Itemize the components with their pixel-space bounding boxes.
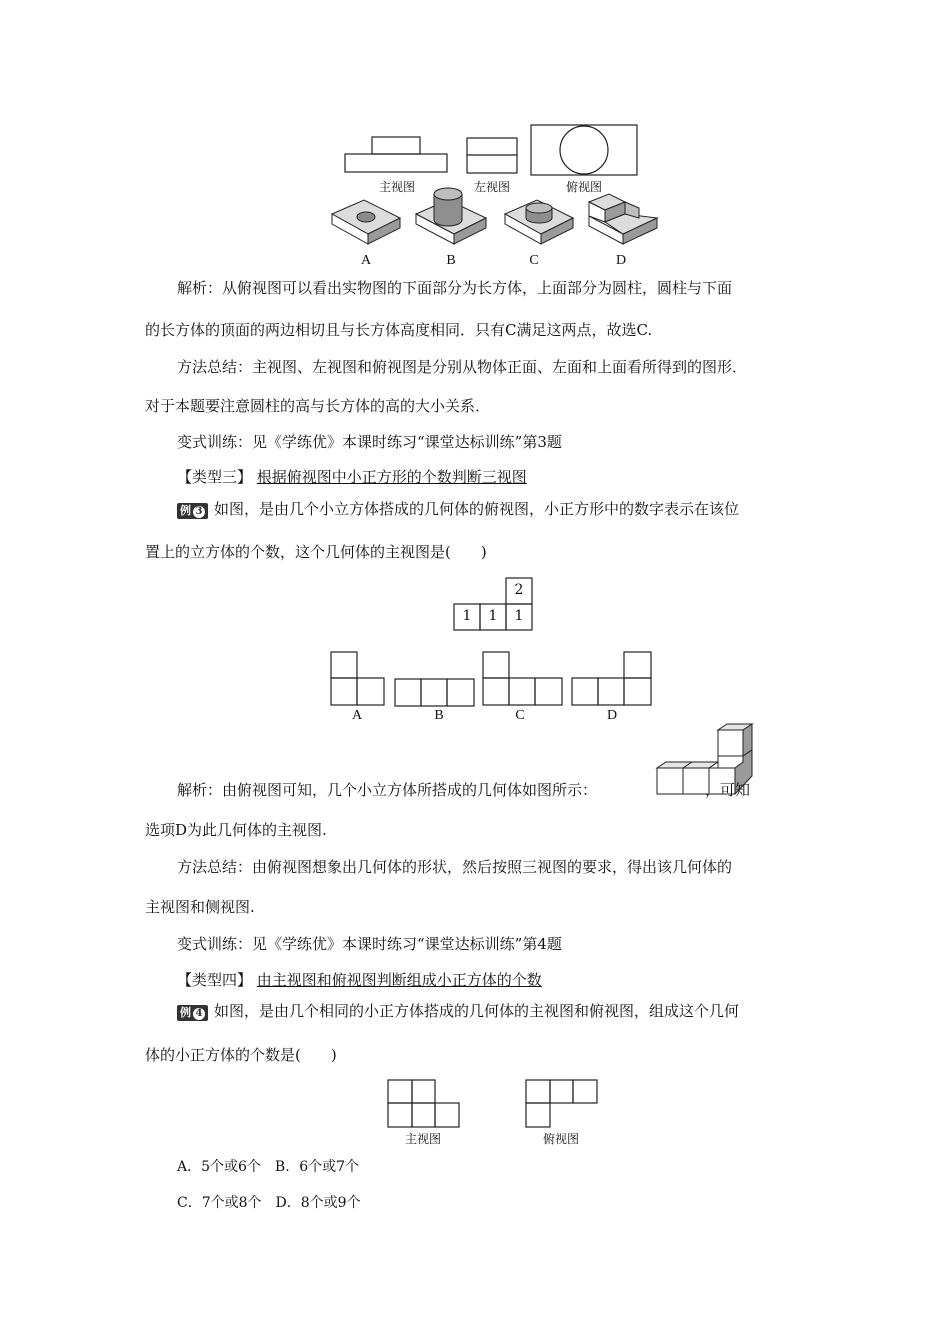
front-view-figure	[344, 136, 448, 176]
example3-option-d	[571, 651, 653, 707]
option-d-label: D	[615, 253, 627, 268]
example4-top-view	[525, 1079, 599, 1129]
example3-option-c	[482, 651, 564, 707]
summary-1-line2: 对于本题要注意圆柱的高与长方体的高的大小关系．	[145, 397, 491, 415]
example3-option-b	[394, 678, 476, 708]
left-view-figure	[466, 137, 518, 175]
option-b-solid	[414, 186, 490, 246]
type3-label: 【类型三】	[177, 468, 253, 486]
option-c-solid	[503, 194, 575, 246]
example4-top-view-caption: 俯视图	[542, 1132, 579, 1146]
practice-3: 变式训练：见《学练优》本课时练习“课堂达标训练”第4题	[177, 935, 562, 953]
option-a-solid	[330, 196, 402, 246]
example3-line2: 置上的立方体的个数，这个几何体的主视图是( )	[145, 543, 487, 561]
type3-heading	[177, 467, 842, 487]
type3-title: 根据俯视图中小正方形的个数判断三视图	[256, 468, 527, 486]
example4-front-view-caption: 主视图	[404, 1132, 441, 1146]
example4-choices-line1: A．5个或6个 B．6个或7个	[177, 1159, 360, 1175]
option-c-label: C	[529, 253, 539, 268]
example4-badge: 例 4	[177, 1005, 208, 1021]
example3-option-a-label: A	[351, 708, 363, 723]
type4-label: 【类型四】	[177, 971, 253, 989]
analysis-3-line1: 解析：由俯视图可知，几个小立方体所搭成的几何体如图所示： ，可知	[177, 781, 751, 799]
option-d-solid	[587, 192, 659, 246]
top-view-figure	[530, 124, 638, 176]
analysis-3-line2: 选项D为此几何体的主视图.	[145, 821, 327, 839]
type4-title: 由主视图和俯视图判断组成小正方体的个数	[256, 971, 542, 989]
example4-front-view	[387, 1079, 461, 1129]
analysis-1-line2: 的长方体的顶面的两边相切且与长方体高度相同．只有C满足这两点，故选C.	[145, 321, 653, 339]
grid-number: 1	[462, 608, 472, 624]
grid-number: 1	[514, 608, 524, 624]
example3-option-d-label: D	[606, 708, 618, 723]
example3-option-a	[330, 651, 386, 707]
summary-1-line1: 方法总结：主视图、左视图和俯视图是分别从物体正面、左面和上面看所得到的图形．	[177, 358, 748, 376]
example4-line1: 例 4 如图，是由几个相同的小正方体搭成的几何体的主视图和俯视图，组成这个几何	[177, 1001, 842, 1021]
example4-line2: 体的小正方体的个数是( )	[145, 1046, 337, 1064]
summary-3-line1: 方法总结：由俯视图想象出几何体的形状，然后按照三视图的要求，得出该几何体的	[177, 858, 733, 876]
front-view-caption: 主视图	[378, 180, 415, 194]
option-a-label: A	[360, 253, 372, 268]
summary-3-line2: 主视图和侧视图.	[145, 898, 255, 916]
example3-badge: 例 3	[177, 503, 208, 519]
example3-option-b-label: B	[434, 708, 444, 723]
left-view-caption: 左视图	[473, 180, 510, 194]
type4-heading	[177, 970, 842, 990]
example3-line1: 例 3 如图，是由几个小立方体搭成的几何体的俯视图，小正方形中的数字表示在该位	[177, 499, 842, 519]
practice-1: 变式训练：见《学练优》本课时练习“课堂达标训练”第3题	[177, 433, 562, 451]
grid-number: 2	[514, 582, 524, 598]
option-b-label: B	[446, 253, 456, 268]
analysis-1-line1: 解析：从俯视图可以看出实物图的下面部分为长方体，上面部分为圆柱，圆柱与下面	[177, 279, 733, 297]
example3-option-c-label: C	[515, 708, 525, 723]
grid-number: 1	[488, 608, 498, 624]
example4-choices-line2: C．7个或8个 D．8个或9个	[177, 1195, 361, 1211]
top-view-caption: 俯视图	[565, 180, 602, 194]
